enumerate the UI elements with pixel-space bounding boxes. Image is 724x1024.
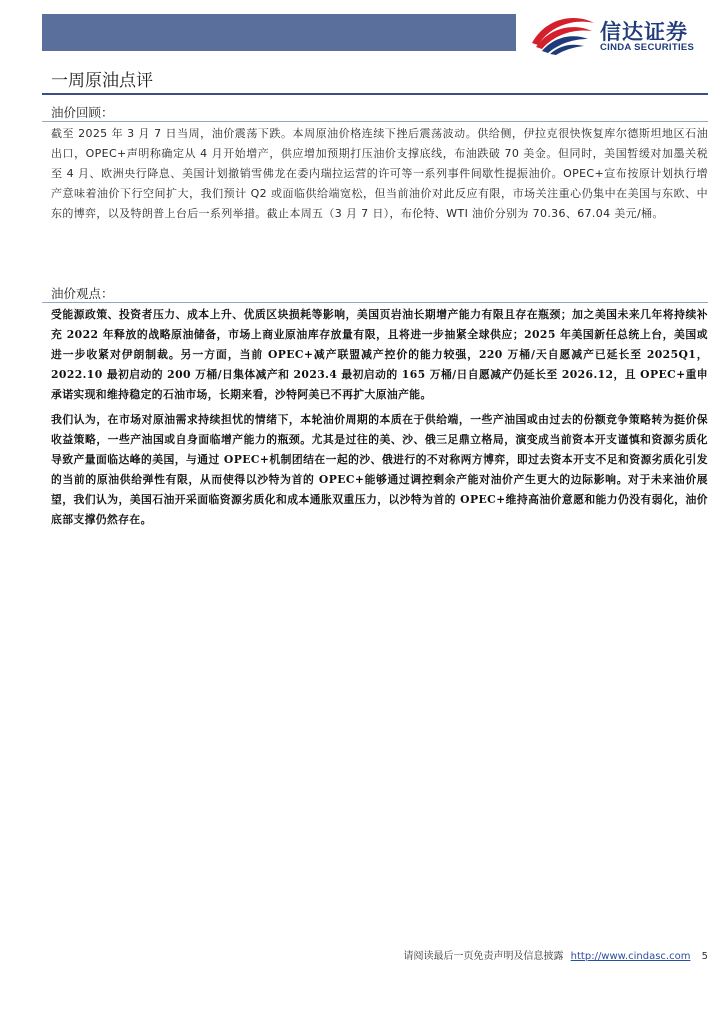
footer-link[interactable]: http://www.cindasc.com [570,951,691,962]
view-paragraph-2: 我们认为，在市场对原油需求持续担忧的情绪下，本轮油价周期的本质在于供给端，一些产油国或由过去的份额竞争策略转为挺价保收益策略，一些产油国或自身面临增产能力的瓶颈。尤其是过往的美、沙、俄三足鼎立格局，演变成当前资本开支谨慎和资源劣质化导致产量面临达峰的美国，与通过 OPEC+机制团结在一起的沙、俄进行的不对称两方博弈，即过去资本开支不足和资源劣质化引发的当前的原油供给弹性有限，从而使得以沙特为首的 OPEC+能够通过调控剩余产能对油价产生更大的边际影响。对于未来油价展望，我们认为，美国石油开采面临资源劣质化和成本通胀双重压力，以沙特为首的 OPEC+维持高油价意愿和能力仍没有弱化，油价底部支撑仍然存在。 [51,413,708,526]
cinda-logo-icon [528,13,598,55]
page-footer [403,947,708,962]
section-title: 一周原油点评 [51,71,153,91]
view-heading: 油价观点： [51,286,114,301]
view-divider [42,302,708,303]
logo-english-text: CINDA SECURITIES [600,42,695,53]
footer-disclaimer: 请阅读最后一页免责声明及信息披露 [403,951,564,962]
review-heading: 油价回顾： [51,105,114,120]
review-paragraph: 截至 2025 年 3 月 7 日当周，油价震荡下跌。本周原油价格连续下挫后震荡波动。供给侧，伊拉克很快恢复库尔德斯坦地区石油出口，OPEC+声明称确定从 4 月开始增产，供应增加预期打压油价支撑底线，布油跌破 70 美金。但同时，美国暂缓对加墨关税至 4 月、欧洲央行降息、美国计划撤销雪佛龙在委内瑞拉运营的许可等一系列事件间歇性提振油价。OPEC+宣布按原计划执行增产意味着油价下行空间扩大，我们预计 Q2 或面临供给端宽松，但当前油价对此反应有限，市场关注重心仍集中在美国与东欧、中东的博弈，以及特朗普上台后一系列举措。截止本周五（3 月 7 日），布伦特、WTI 油价分别为 70.36、67.04 美元/桶。 [51,127,708,220]
company-logo [528,13,708,55]
page-number: 5 [701,951,708,962]
view-paragraph-1: 受能源政策、投资者压力、成本上升、优质区块损耗等影响，美国页岩油长期增产能力有限且存在瓶颈；加之美国未来几年将持续补充 2022 年释放的战略原油储备，市场上商业原油库存放量有限，且将进一步抽紧全球供应；2025 年美国新任总统上台，美国或进一步收紧对伊朗制裁。另一方面，当前 OPEC+减产联盟减产控价的能力较强，220 万桶/天自愿减产已延长至 2025Q1，2022.10 最初启动的 200 万桶/日集体减产和 2023.4 最初启动的 165 万桶/日自愿减产仍延长至 2026.12，且 OPEC+重申承诺实现和维持稳定的石油市场，长期来看，沙特阿美已不再扩大原油产能。 [51,308,708,401]
logo-chinese-text: 信达证券 [600,20,688,44]
review-divider [42,121,708,122]
title-divider [42,93,708,95]
header-band [42,14,516,51]
